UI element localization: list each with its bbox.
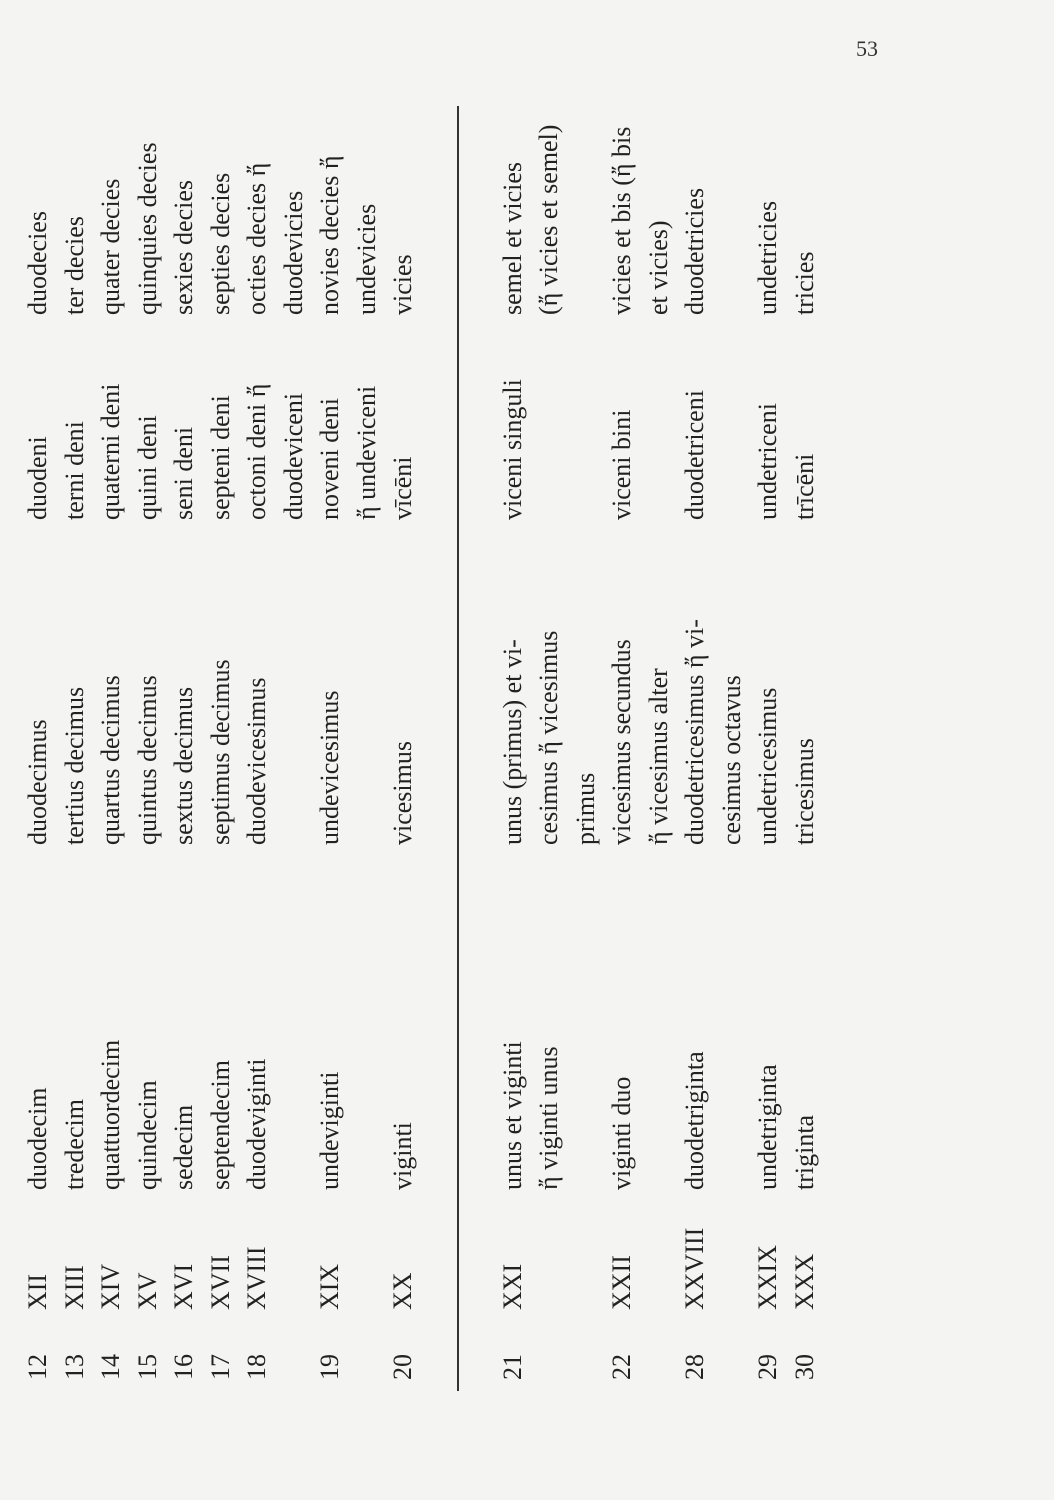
- table-cell-adv: [714, 125, 751, 315]
- table-cell-adv: septies decies: [205, 172, 235, 315]
- table-cell-ord: duodetricesimus ἤ vi-: [680, 619, 709, 845]
- table-cell-roman: XXI: [497, 1263, 527, 1310]
- table-cell-ord: vicesimus secundus: [607, 639, 636, 845]
- table-cell-roman: [714, 1228, 751, 1310]
- table-cell-roman: XVIII: [242, 1246, 271, 1310]
- table-cell-ord: tertius decimus: [59, 686, 89, 845]
- table-cell-roman: XII: [23, 1273, 52, 1310]
- column-ordinals: [20, 619, 823, 845]
- numeral-table: [20, 90, 1050, 1390]
- table-cell-card: [714, 1040, 751, 1190]
- table-cell-card: [276, 1040, 313, 1190]
- table-cell-card: duodetriginta: [680, 1051, 709, 1190]
- table-cell-ord: [458, 619, 495, 845]
- table-cell-roman: XIV: [96, 1263, 125, 1310]
- table-cell-roman: XXIX: [753, 1245, 782, 1310]
- table-cell-ord: unus (primus) et vi-: [497, 639, 527, 845]
- table-cell-adv: vicies et bis (ἤ bis: [607, 126, 636, 315]
- table-cell-roman: [349, 1228, 386, 1310]
- table-cell-num: 12: [23, 1354, 52, 1380]
- table-cell-card: unus et viginti: [497, 1041, 527, 1190]
- table-cell-dist: duodeviceni: [278, 392, 308, 520]
- table-cell-num: 13: [59, 1354, 89, 1380]
- table-cell-num: [531, 1354, 568, 1380]
- table-cell-roman: [458, 1228, 495, 1310]
- table-cell-num: [714, 1354, 751, 1380]
- table-cell-roman: XVII: [205, 1255, 235, 1310]
- table-cell-adv: duodevicies: [278, 190, 308, 315]
- table-cell-card: duodecim: [23, 1087, 52, 1190]
- table-cell-num: 19: [315, 1354, 344, 1380]
- table-cell-roman: [422, 1228, 459, 1310]
- table-cell-adv: quinquies decies: [132, 142, 162, 315]
- table-cell-card: [458, 1040, 495, 1190]
- table-cell-card: undeviginti: [315, 1071, 344, 1190]
- table-cell-dist: octoni deni ἤ: [242, 383, 271, 520]
- table-cell-adv: undevicies: [351, 203, 381, 315]
- table-cell-roman: XV: [132, 1272, 162, 1310]
- table-cell-ord: undetricesimus: [753, 687, 782, 845]
- table-cell-num: 30: [789, 1354, 819, 1380]
- table-cell-ord: tricesimus: [789, 738, 819, 845]
- table-cell-adv: octies decies ἤ: [242, 162, 271, 315]
- table-cell-roman: XIII: [59, 1265, 89, 1310]
- table-cell-card: [568, 1040, 605, 1190]
- table-cell-card: sedecim: [169, 1104, 198, 1190]
- table-cell-adv: [568, 125, 605, 315]
- page-number: 53: [856, 36, 878, 61]
- table-cell-card: ἤ viginti unus: [534, 1046, 563, 1190]
- table-cell-roman: XXX: [789, 1253, 819, 1310]
- table-cell-adv: et vicies): [643, 220, 673, 315]
- table-cell-dist: noveni deni: [315, 397, 344, 520]
- table-cell-num: 18: [242, 1354, 271, 1380]
- table-cell-card: septendecim: [205, 1060, 235, 1190]
- table-cell-dist: septeni deni: [205, 395, 235, 520]
- table-cell-num: 17: [205, 1354, 235, 1380]
- column-cardinals: [20, 1040, 823, 1190]
- column-numeral-adverbs: [20, 125, 823, 315]
- table-cell-dist: vīcēni: [388, 456, 417, 520]
- table-cell-num: [458, 1354, 495, 1380]
- table-cell-adv: quater decies: [96, 178, 125, 315]
- table-cell-ord: [422, 619, 459, 845]
- table-cell-roman: XIX: [315, 1263, 344, 1310]
- table-cell-adv: [458, 125, 495, 315]
- table-cell-adv: vicies: [388, 254, 417, 315]
- column-roman-numerals: [20, 1228, 823, 1310]
- table-cell-adv: duodetricies: [680, 187, 709, 315]
- table-cell-ord: vicesimus: [388, 741, 417, 845]
- table-cell-roman: [531, 1228, 568, 1310]
- table-cell-card: [641, 1040, 678, 1190]
- table-cell-ord: ἤ vicesimus alter: [643, 668, 673, 845]
- table-cell-num: 28: [680, 1354, 709, 1380]
- table-cell-card: quindecim: [132, 1080, 162, 1190]
- table-cell-adv: tricies: [789, 251, 819, 315]
- table-cell-dist: [714, 379, 751, 520]
- table-cell-card: [422, 1040, 459, 1190]
- table-cell-roman: [641, 1228, 678, 1310]
- table-cell-num: 22: [607, 1354, 636, 1380]
- table-cell-dist: seni deni: [169, 426, 198, 520]
- table-cell-roman: XX: [388, 1272, 417, 1310]
- table-cell-adv: undetricies: [753, 200, 782, 315]
- table-cell-adv: duodecies: [23, 211, 52, 315]
- table-cell-dist: [641, 379, 678, 520]
- table-cell-dist: undetriceni: [753, 403, 782, 520]
- table-cell-dist: trīcēni: [789, 453, 819, 520]
- table-cell-num: 14: [96, 1354, 125, 1380]
- table-cell-adv: novies decies ἤ: [315, 155, 344, 315]
- table-cell-dist: [458, 379, 495, 520]
- table-cell-dist: duodetriceni: [680, 390, 709, 520]
- column-distributives: [20, 379, 823, 520]
- table-cell-num: 29: [753, 1354, 782, 1380]
- table-cell-adv: semel et vicies: [497, 161, 527, 315]
- table-cell-num: [349, 1354, 386, 1380]
- table-cell-dist: [531, 379, 568, 520]
- table-cell-card: tredecim: [59, 1099, 89, 1190]
- table-cell-ord: cesimus octavus: [716, 675, 746, 845]
- table-cell-ord: quintus decimus: [132, 675, 162, 845]
- table-cell-dist: quaterni deni: [96, 383, 125, 520]
- table-cell-card: viginti: [388, 1122, 417, 1190]
- table-cell-roman: XXII: [607, 1255, 636, 1310]
- table-cell-ord: [276, 619, 313, 845]
- table-cell-ord: primus: [570, 772, 600, 845]
- table-cell-dist: viceni bini: [607, 409, 636, 520]
- table-cell-roman: XVI: [169, 1263, 198, 1310]
- table-cell-adv: sexies decies: [169, 179, 198, 315]
- table-cell-card: triginta: [789, 1114, 819, 1190]
- table-cell-ord: duodecimus: [23, 719, 52, 845]
- table-cell-dist: duodeni: [23, 436, 52, 520]
- table-cell-num: [276, 1354, 313, 1380]
- table-cell-num: [641, 1354, 678, 1380]
- table-cell-card: viginti duo: [607, 1076, 636, 1190]
- table-cell-card: duodeviginti: [242, 1058, 271, 1190]
- table-cell-card: [349, 1040, 386, 1190]
- table-cell-ord: duodevicesimus: [242, 677, 271, 845]
- table-cell-dist: terni deni: [59, 421, 89, 520]
- table-cell-num: 15: [132, 1354, 162, 1380]
- table-cell-dist: [568, 379, 605, 520]
- table-cell-num: 16: [169, 1354, 198, 1380]
- table-cell-ord: undevicesimus: [315, 690, 344, 845]
- table-cell-ord: cesimus ἤ vicesimus: [534, 630, 563, 845]
- table-cell-dist: [422, 379, 459, 520]
- table-cell-num: 20: [388, 1354, 417, 1380]
- table-cell-roman: [568, 1228, 605, 1310]
- table-cell-card: quattuordecim: [96, 1039, 125, 1190]
- table-cell-adv: (ἤ vicies et semel): [534, 124, 563, 315]
- table-cell-num: [422, 1354, 459, 1380]
- table-cell-ord: quartus decimus: [96, 675, 125, 845]
- table-cell-adv: [422, 125, 459, 315]
- table-cell-dist: viceni singuli: [497, 379, 527, 520]
- table-cell-ord: sextus decimus: [169, 686, 198, 845]
- table-cell-num: 21: [497, 1354, 527, 1380]
- column-arabic-numerals: [20, 1354, 823, 1380]
- table-cell-dist: quini deni: [132, 415, 162, 520]
- table-cell-ord: septimus decimus: [205, 659, 235, 845]
- table-cell-roman: XXVIII: [680, 1227, 709, 1310]
- table-cell-num: [568, 1354, 605, 1380]
- table-cell-card: undetriginta: [753, 1064, 782, 1190]
- table-cell-dist: ἤ undeviceni: [351, 385, 381, 520]
- table-cell-adv: ter decies: [59, 216, 89, 315]
- table-cell-roman: [276, 1228, 313, 1310]
- table-cell-ord: [349, 619, 386, 845]
